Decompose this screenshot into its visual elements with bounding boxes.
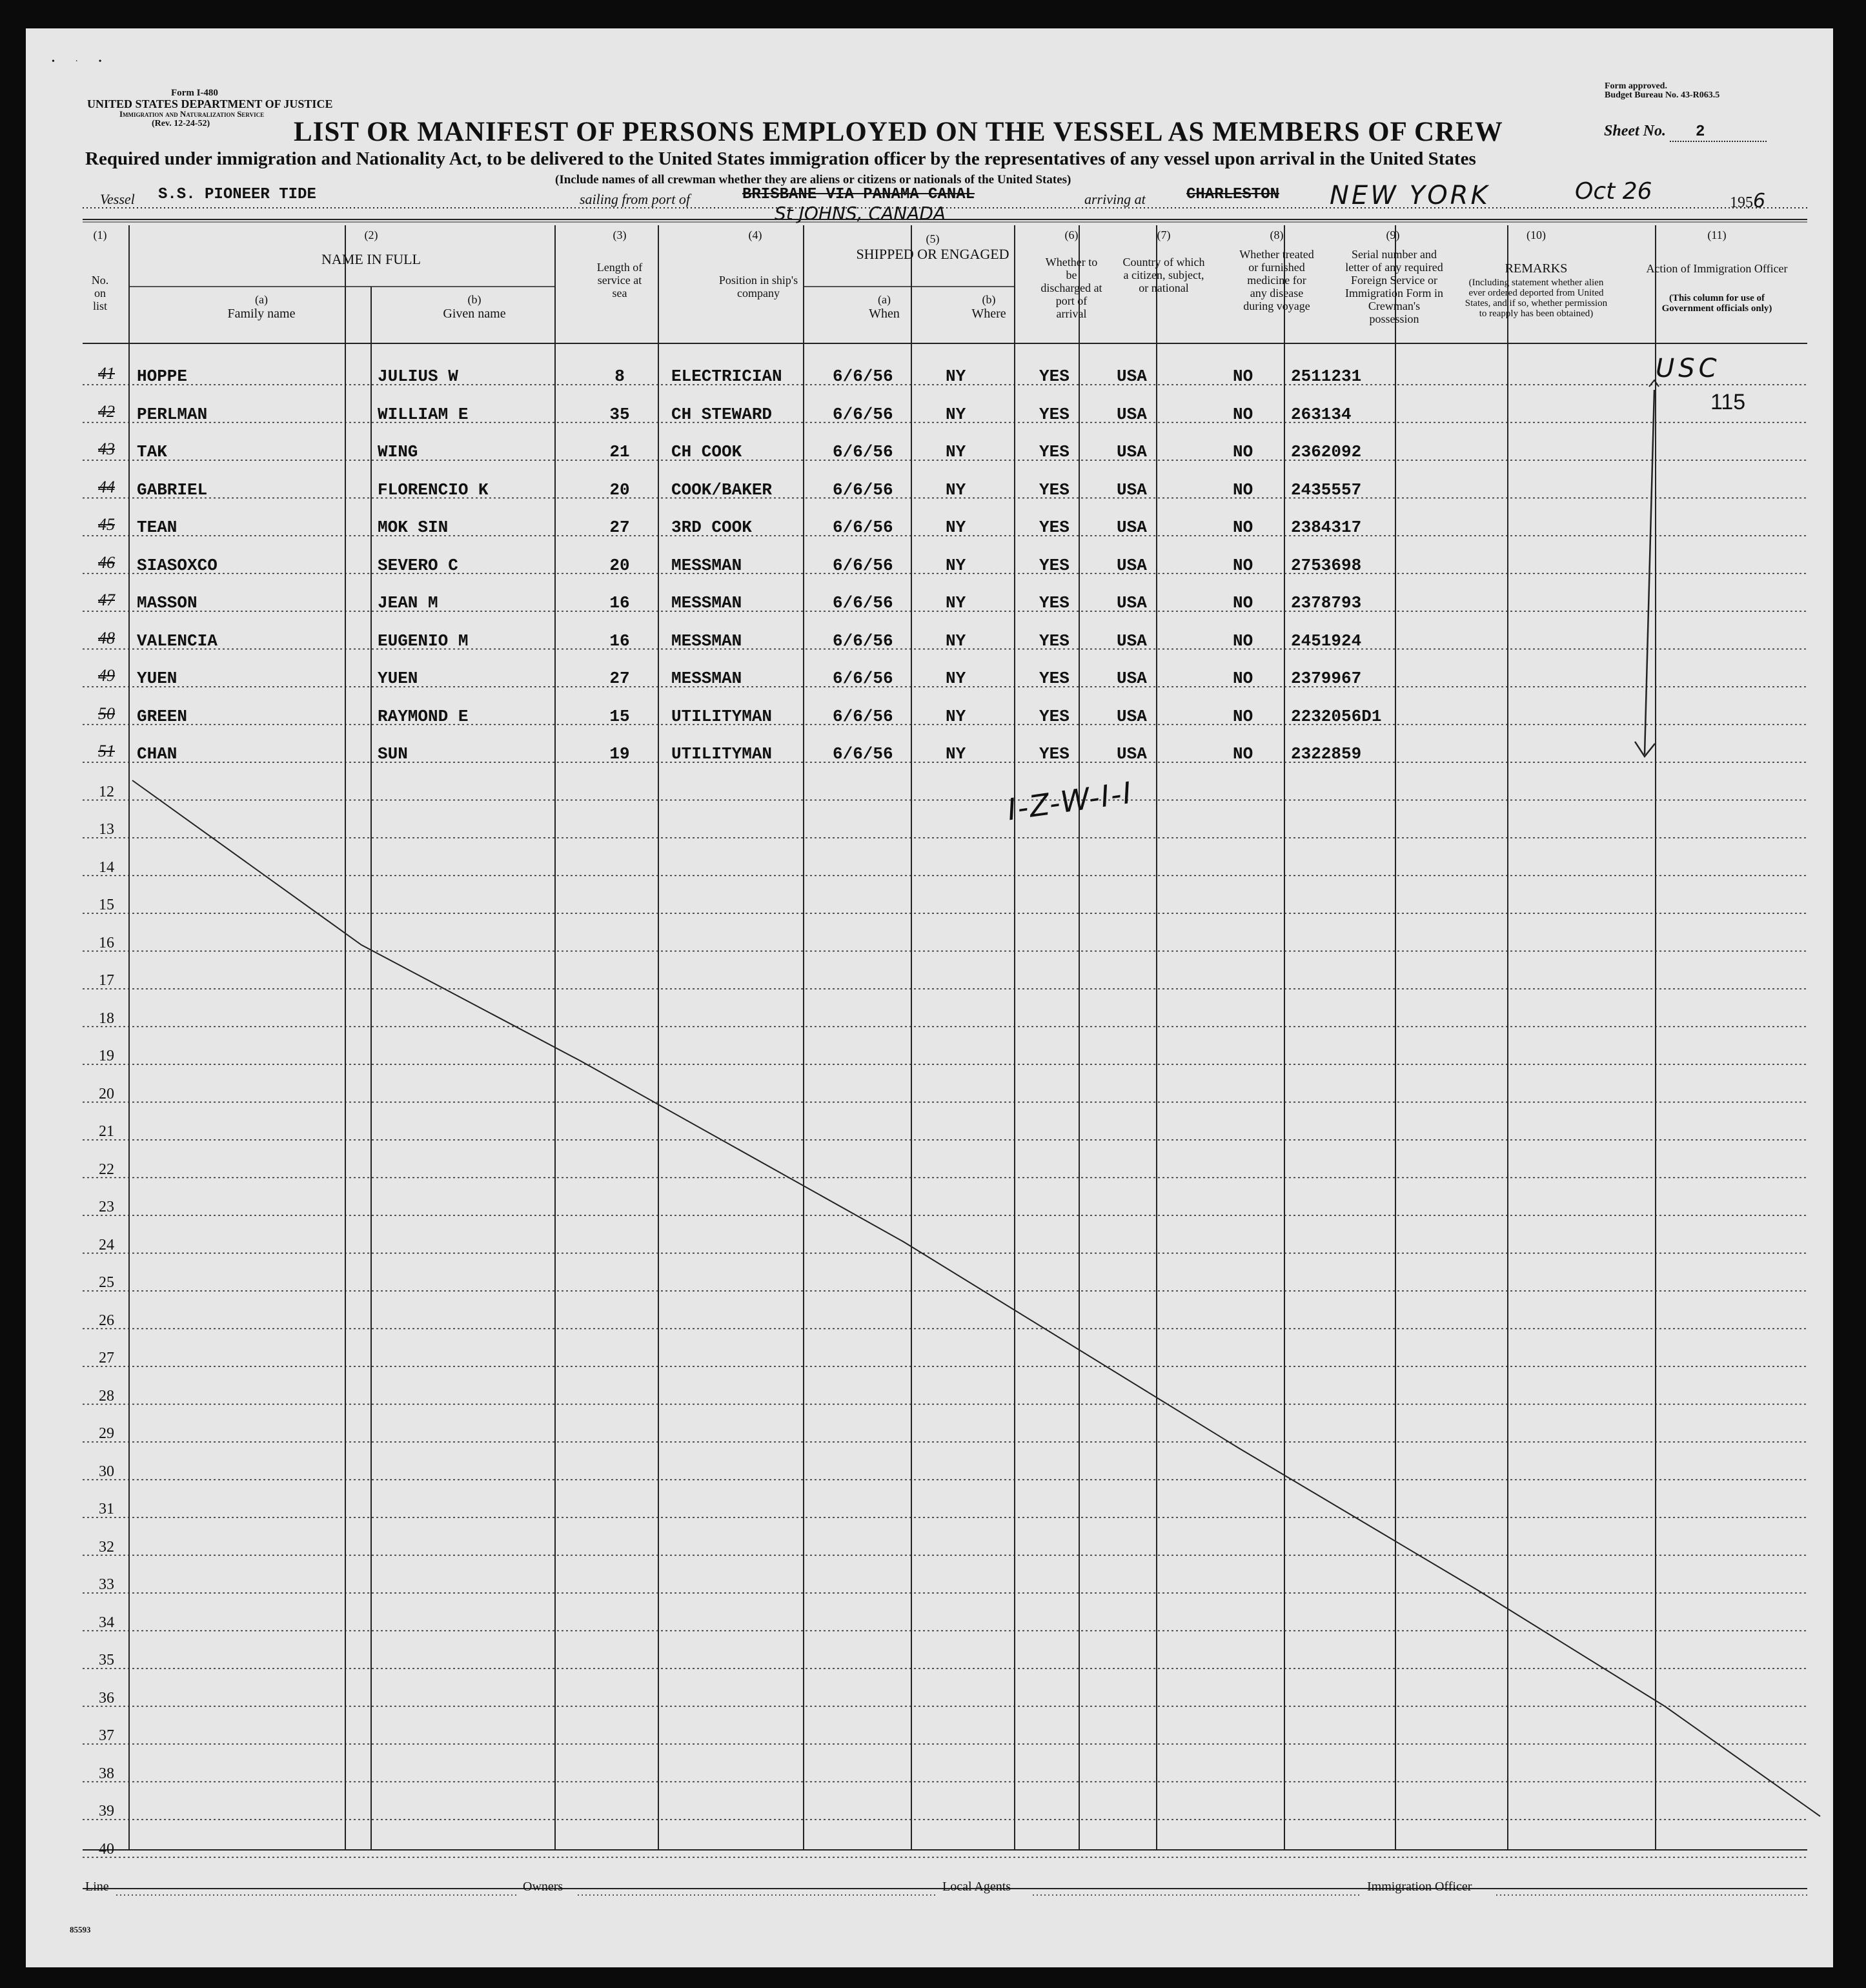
revision: (Rev. 12-24-52) <box>152 119 210 128</box>
shipped-when-cell: 6/6/56 <box>833 593 893 613</box>
shipped-when-cell: 6/6/56 <box>833 706 893 726</box>
year-suffix: 6 <box>1753 190 1766 212</box>
col11-note: (This column for use of Government officials only) <box>1661 293 1772 314</box>
footer-owners-label: Owners <box>523 1880 563 1894</box>
given-name-cell: EUGENIO M <box>378 631 469 651</box>
row-number: 47 <box>98 591 115 609</box>
sailing-label: sailing from port of <box>580 191 690 207</box>
given-name-cell: JEAN M <box>378 593 438 613</box>
shipped-when-cell: 6/6/56 <box>833 631 893 651</box>
given-name-cell: YUEN <box>378 669 418 688</box>
service-length-cell: 20 <box>609 555 630 575</box>
position-cell: COOK/BAKER <box>671 480 773 500</box>
col4-label: Position in ship's company <box>718 274 798 299</box>
discharged-cell: YES <box>1039 480 1070 500</box>
col5b-num: (b) <box>982 293 996 306</box>
serial-cell: 2753698 <box>1291 555 1362 575</box>
col3-label: Length of service at sea <box>596 261 643 299</box>
sailing-port-typed: BRISBANE VIA PANAMA CANAL <box>742 186 975 203</box>
family-name-cell: YUEN <box>137 669 177 688</box>
empty-row-number: 27 <box>99 1350 114 1366</box>
empty-row-number: 31 <box>99 1501 114 1517</box>
discharged-cell: YES <box>1039 744 1070 764</box>
shipped-when-cell: 6/6/56 <box>833 669 893 688</box>
empty-row-number: 16 <box>99 934 114 951</box>
shipped-where-cell: NY <box>946 404 966 424</box>
discharged-cell: YES <box>1039 404 1070 424</box>
arriving-port-typed: CHARLESTON <box>1186 186 1280 203</box>
country-cell: USA <box>1117 480 1147 500</box>
empty-row-number: 30 <box>99 1463 114 1480</box>
sheet-number: 2 <box>1670 123 1767 142</box>
given-name-cell: WING <box>378 442 418 462</box>
col2-num: (2) <box>364 228 378 241</box>
serial-cell: 263134 <box>1291 404 1352 424</box>
sailing-port-handwritten: St JOHNS, CANADA <box>775 203 946 224</box>
footer-line-label: Line <box>85 1880 109 1894</box>
row-number: 42 <box>98 401 115 421</box>
col5a-label: When <box>869 307 900 321</box>
serial-cell: 2379967 <box>1291 669 1362 688</box>
col5a-num: (a) <box>878 293 891 306</box>
serial-cell: 2435557 <box>1291 480 1362 500</box>
shipped-when-cell: 6/6/56 <box>833 480 893 500</box>
page-title: LIST OR MANIFEST OF PERSONS EMPLOYED ON THE VESSEL AS MEMBERS OF CREW <box>294 117 1503 147</box>
col3-num: (3) <box>613 228 627 241</box>
empty-row-number: 15 <box>99 897 114 913</box>
given-name-cell: FLORENCIO K <box>378 480 489 500</box>
col8-label: Whether treated or furnished medicine for any disease during voyage <box>1239 248 1314 312</box>
col1-num: (1) <box>93 228 107 241</box>
position-cell: UTILITYMAN <box>671 744 773 764</box>
row-number: 51 <box>98 742 115 760</box>
row-number: 48 <box>98 628 115 647</box>
position-cell: ELECTRICIAN <box>671 367 782 386</box>
empty-row-number: 35 <box>99 1652 114 1669</box>
department: UNITED STATES DEPARTMENT OF JUSTICE <box>87 97 333 110</box>
empty-row-number: 34 <box>99 1614 114 1631</box>
position-cell: MESSMAN <box>671 593 742 613</box>
service-length-cell: 35 <box>609 404 630 424</box>
medicine-cell: NO <box>1233 706 1253 726</box>
discharged-cell: YES <box>1039 518 1070 537</box>
col6-num: (6) <box>1064 228 1079 241</box>
empty-row-number: 20 <box>99 1085 114 1102</box>
medicine-cell: NO <box>1233 518 1253 537</box>
given-name-cell: MOK SIN <box>378 518 449 537</box>
empty-row-number: 21 <box>99 1123 114 1140</box>
position-cell: CH COOK <box>671 442 742 462</box>
shipped-where-cell: NY <box>946 442 966 462</box>
shipped-where-cell: NY <box>946 631 966 651</box>
medicine-cell: NO <box>1233 744 1253 764</box>
empty-row-number: 38 <box>99 1765 114 1782</box>
position-cell: MESSMAN <box>671 669 742 688</box>
medicine-cell: NO <box>1233 404 1253 424</box>
position-cell: UTILITYMAN <box>671 706 773 726</box>
service-length-cell: 27 <box>609 518 630 537</box>
col2a-num: (a) <box>255 293 268 306</box>
country-cell: USA <box>1117 593 1147 613</box>
empty-row-number: 37 <box>99 1727 114 1744</box>
given-name-cell: RAYMOND E <box>378 706 469 726</box>
medicine-cell: NO <box>1233 480 1253 500</box>
shipped-when-cell: 6/6/56 <box>833 744 893 764</box>
country-cell: USA <box>1117 518 1147 537</box>
medicine-cell: NO <box>1233 442 1253 462</box>
discharged-cell: YES <box>1039 367 1070 386</box>
serial-cell: 2384317 <box>1291 518 1362 537</box>
serial-cell: 2378793 <box>1291 593 1362 613</box>
position-cell: CH STEWARD <box>671 404 773 424</box>
row-number: 43 <box>98 440 115 458</box>
serial-cell: 2362092 <box>1291 442 1362 462</box>
service-length-cell: 20 <box>609 480 630 500</box>
col10-note: (Including statement whether alien ever ordered deported from United States, and if so, whether permission to reapply has been obtained) <box>1465 278 1608 319</box>
service-length-cell: 8 <box>614 367 625 386</box>
form-approved: Form approved. <box>1605 81 1667 91</box>
service-name: Immigration and Naturalization Service <box>119 109 265 119</box>
shipped-where-cell: NY <box>946 669 966 688</box>
family-name-cell: GREEN <box>137 706 188 726</box>
family-name-cell: TAK <box>137 442 167 462</box>
serial-cell: 2511231 <box>1291 367 1362 386</box>
empty-row-number: 28 <box>99 1387 114 1405</box>
row-number: 45 <box>98 515 115 534</box>
shipped-when-cell: 6/6/56 <box>833 442 893 462</box>
col5b-label: Where <box>971 307 1006 321</box>
print-code: 85593 <box>70 1925 91 1934</box>
shipped-when-cell: 6/6/56 <box>833 367 893 386</box>
col2-label: NAME IN FULL <box>321 251 421 267</box>
manifest-sheet <box>26 28 1833 1967</box>
empty-row-number: 40 <box>99 1840 114 1858</box>
empty-row-number: 12 <box>99 783 114 800</box>
shipped-where-cell: NY <box>946 555 966 575</box>
year-prefix: 195 <box>1730 194 1753 211</box>
position-cell: MESSMAN <box>671 631 742 651</box>
serial-cell: 2322859 <box>1291 744 1362 764</box>
col2a-label: Family name <box>227 307 296 321</box>
country-cell: USA <box>1117 669 1147 688</box>
footer-agents-label: Local Agents <box>942 1880 1011 1894</box>
medicine-cell: NO <box>1233 593 1253 613</box>
given-name-cell: WILLIAM E <box>378 404 469 424</box>
col4-num: (4) <box>748 228 762 241</box>
shipped-where-cell: NY <box>946 593 966 613</box>
empty-row-number: 32 <box>99 1538 114 1556</box>
family-name-cell: HOPPE <box>137 367 188 386</box>
given-name-cell: JULIUS W <box>378 367 458 386</box>
service-length-cell: 16 <box>609 593 630 613</box>
empty-row-number: 25 <box>99 1274 114 1291</box>
service-length-cell: 15 <box>609 706 630 726</box>
family-name-cell: SIASOXCO <box>137 555 218 575</box>
discharged-cell: YES <box>1039 669 1070 688</box>
position-cell: MESSMAN <box>671 555 742 575</box>
punch-marks: • · • <box>52 57 111 66</box>
empty-row-number: 26 <box>99 1312 114 1329</box>
col1-label: No. on list <box>91 274 109 312</box>
country-cell: USA <box>1117 555 1147 575</box>
subtitle: Required under immigration and Nationality Act, to be delivered to the United States immigration officer by the representatives of any vessel upon arrival in the United States <box>85 148 1476 169</box>
position-cell: 3RD COOK <box>671 518 752 537</box>
action-count: 115 <box>1710 390 1746 414</box>
arrival-date-handwritten: Oct 26 <box>1575 178 1652 205</box>
signature-scribble: I-Z-W-I-I <box>1005 775 1135 827</box>
col7-label: Country of which a citizen, subject, or national <box>1122 256 1205 294</box>
empty-row-number: 17 <box>99 972 114 989</box>
row-number: 41 <box>98 364 115 383</box>
shipped-when-cell: 6/6/56 <box>833 555 893 575</box>
service-length-cell: 16 <box>609 631 630 651</box>
shipped-when-cell: 6/6/56 <box>833 518 893 537</box>
action-mark: USC <box>1656 354 1721 383</box>
col11-num: (11) <box>1707 228 1727 241</box>
row-number: 50 <box>98 704 115 723</box>
row-number: 46 <box>98 553 115 572</box>
medicine-cell: NO <box>1233 631 1253 651</box>
country-cell: USA <box>1117 744 1147 764</box>
arriving-port-handwritten: NEW YORK <box>1330 181 1490 210</box>
row-number: 49 <box>98 666 115 685</box>
country-cell: USA <box>1117 706 1147 726</box>
service-length-cell: 19 <box>609 744 630 764</box>
family-name-cell: CHAN <box>137 744 177 764</box>
empty-row-number: 13 <box>99 821 114 838</box>
family-name-cell: VALENCIA <box>137 631 218 651</box>
shipped-where-cell: NY <box>946 706 966 726</box>
empty-row-number: 23 <box>99 1199 114 1215</box>
discharged-cell: YES <box>1039 593 1070 613</box>
vessel-name: S.S. PIONEER TIDE <box>158 186 316 203</box>
form-number: Form I-480 <box>171 88 218 98</box>
medicine-cell: NO <box>1233 555 1253 575</box>
col2b-num: (b) <box>467 293 482 306</box>
footer-officer-label: Immigration Officer <box>1367 1880 1472 1894</box>
family-name-cell: TEAN <box>137 518 177 537</box>
empty-row-number: 39 <box>99 1803 114 1820</box>
shipped-where-cell: NY <box>946 518 966 537</box>
empty-row-number: 36 <box>99 1689 114 1707</box>
empty-row-number: 22 <box>99 1161 114 1178</box>
family-name-cell: GABRIEL <box>137 480 208 500</box>
empty-row-number: 29 <box>99 1425 114 1442</box>
empty-row-number: 19 <box>99 1048 114 1064</box>
discharged-cell: YES <box>1039 631 1070 651</box>
col11-label: Action of Immigration Officer <box>1646 262 1788 275</box>
row-number: 44 <box>98 477 115 496</box>
discharged-cell: YES <box>1039 706 1070 726</box>
col9-label: Serial number and letter of any required Foreign Service or Immigration Form in Crewman's possession <box>1345 248 1443 325</box>
empty-row-number: 18 <box>99 1009 114 1027</box>
discharged-cell: YES <box>1039 555 1070 575</box>
cancel-diagonal-line <box>132 780 1820 1816</box>
col7-num: (7) <box>1157 228 1171 241</box>
medicine-cell: NO <box>1233 669 1253 688</box>
medicine-cell: NO <box>1233 367 1253 386</box>
family-name-cell: MASSON <box>137 593 198 613</box>
given-name-cell: SEVERO C <box>378 555 458 575</box>
country-cell: USA <box>1117 631 1147 651</box>
service-length-cell: 27 <box>609 669 630 688</box>
service-length-cell: 21 <box>609 442 630 462</box>
col6-label: Whether to be discharged at port of arrival <box>1040 256 1102 320</box>
budget-bureau: Budget Bureau No. 43-R063.5 <box>1605 90 1720 100</box>
col9-num: (9) <box>1386 228 1400 241</box>
given-name-cell: SUN <box>378 744 408 764</box>
sheet-label-text: Sheet No. <box>1604 123 1666 139</box>
country-cell: USA <box>1117 442 1147 462</box>
serial-cell: 2451924 <box>1291 631 1362 651</box>
action-arrow-line <box>1645 390 1654 755</box>
crew-note: (Include names of all crewman whether they are aliens or citizens or nationals of the United States) <box>555 173 1071 187</box>
empty-row-number: 14 <box>99 858 114 876</box>
empty-row-number: 24 <box>99 1236 114 1253</box>
col5-label: SHIPPED OR ENGAGED <box>856 246 1009 262</box>
col2b-label: Given name <box>443 307 506 321</box>
col5-num: (5) <box>926 232 940 245</box>
arriving-label: arriving at <box>1084 191 1146 207</box>
discharged-cell: YES <box>1039 442 1070 462</box>
shipped-where-cell: NY <box>946 480 966 500</box>
col8-num: (8) <box>1270 228 1284 241</box>
country-cell: USA <box>1117 404 1147 424</box>
col10-num: (10) <box>1526 228 1546 241</box>
empty-row-number: 33 <box>99 1576 114 1593</box>
country-cell: USA <box>1117 367 1147 386</box>
family-name-cell: PERLMAN <box>137 404 208 424</box>
shipped-where-cell: NY <box>946 367 966 386</box>
vessel-label: Vessel <box>100 191 135 207</box>
shipped-when-cell: 6/6/56 <box>833 404 893 424</box>
shipped-where-cell: NY <box>946 744 966 764</box>
serial-cell: 2232056D1 <box>1291 706 1382 726</box>
col10-label: REMARKS <box>1505 261 1568 276</box>
